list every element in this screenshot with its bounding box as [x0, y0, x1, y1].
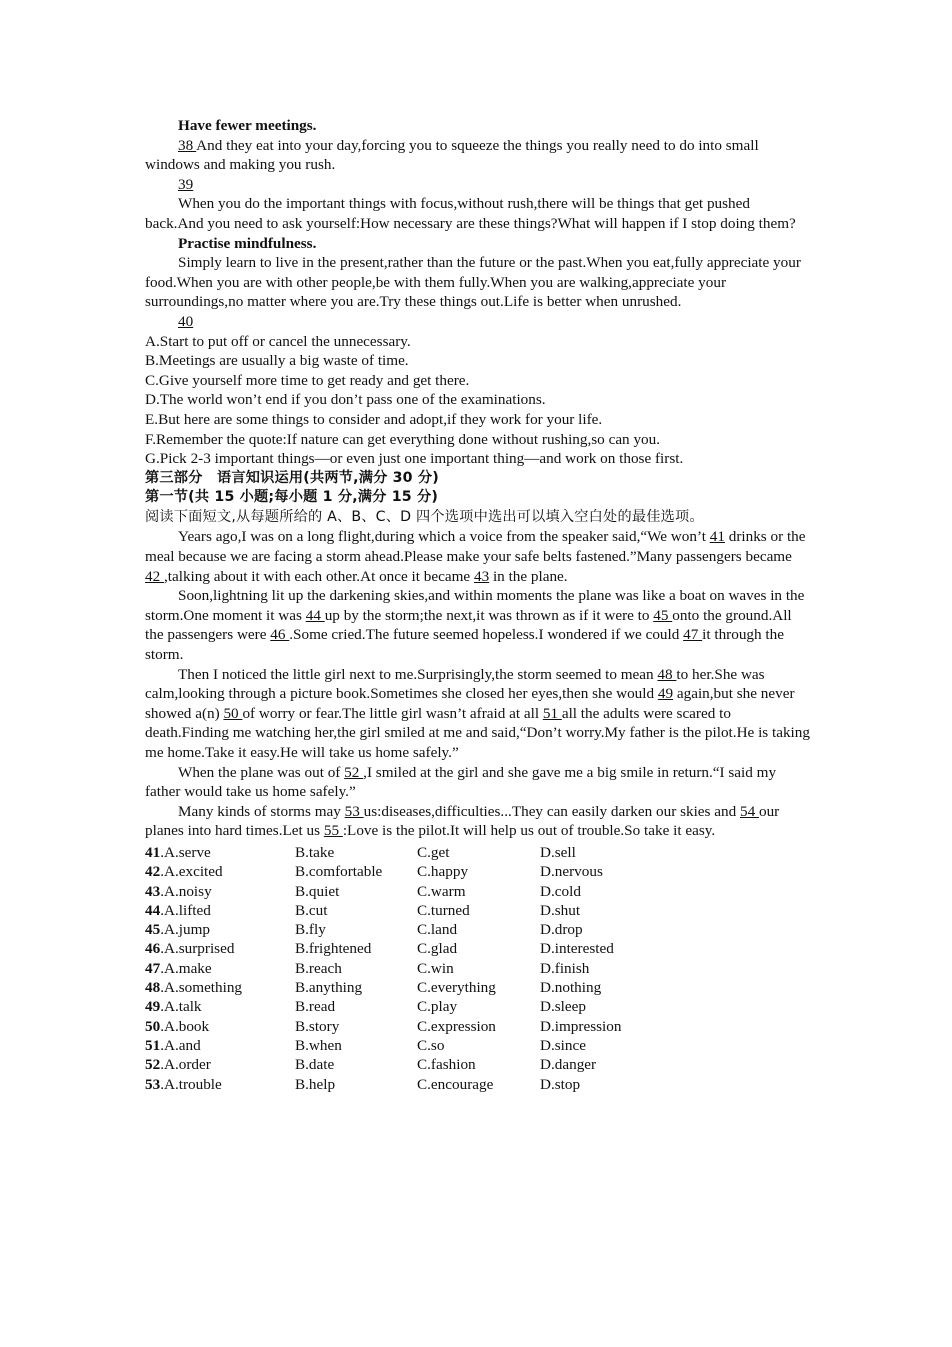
blank-53: 53 [344, 802, 364, 820]
cloze-paragraph-4 [145, 763, 810, 802]
option-c: C.warm [417, 882, 466, 900]
option-b: B.when [295, 1036, 342, 1054]
question-row [145, 978, 810, 997]
option-b: B.frightened [295, 940, 372, 958]
question-number: 46 [145, 940, 161, 958]
option-c: C.encourage [417, 1075, 494, 1093]
blank-50: 50 [223, 704, 243, 722]
option-a: 44.A.lifted [145, 901, 211, 919]
cloze-text: :Love is the pilot.It will help us out of trouble.So take it easy. [342, 822, 716, 840]
option-b: B.take [295, 843, 335, 861]
cloze-text: ,talking about it with each other.At once it became [163, 567, 474, 585]
cloze-paragraph-1 [145, 527, 810, 586]
option-d: D.sell [540, 843, 576, 861]
option-a: 52.A.order [145, 1056, 211, 1074]
option-c: C.expression [417, 1017, 496, 1035]
question-row [145, 1055, 810, 1074]
blank-44: 44 [305, 606, 325, 624]
option-c: C.glad [417, 940, 458, 958]
cloze-text: of worry or fear.The little girl wasn’t afraid at all [242, 704, 543, 722]
heading-mindfulness: Practise mindfulness. [178, 234, 317, 252]
option-b: B.anything [295, 979, 363, 997]
option-c: C.happy [417, 863, 469, 881]
option-a: 47.A.make [145, 959, 212, 977]
cloze-text: again,but she never showed a(n) [145, 685, 795, 722]
option-d: D.finish [540, 959, 590, 977]
paragraph-40-blank [145, 312, 810, 332]
blank-42: 42 [145, 567, 164, 585]
blank-47: 47 [683, 626, 703, 644]
option-b: B.comfortable [295, 863, 383, 881]
paragraph-38-text: And they eat into your day,forcing you to squeeze the things you really need to do into small windows and making you rush. [145, 136, 759, 174]
option-d: D.danger [540, 1056, 597, 1074]
question-number: 44 [145, 901, 161, 919]
cloze-text: up by the storm;the next,it was thrown as if it were to [324, 606, 654, 624]
instruction: 阅读下面短文,从每题所给的 A、B、C、D 四个选项中选出可以填入空白处的最佳选项。 [145, 508, 704, 525]
cloze-text: our planes into hard times.Let us [145, 802, 780, 840]
option-b: B.date [295, 1056, 335, 1074]
blank-48: 48 [657, 665, 677, 683]
section1-title: 第一节(共 15 小题;每小题 1 分,满分 15 分) [145, 489, 439, 506]
cloze-paragraph-5 [145, 802, 810, 841]
option-d: D.since [540, 1036, 586, 1054]
option-b: B.reach [295, 959, 342, 977]
question-row [145, 862, 810, 881]
option-c: C.land [417, 921, 458, 939]
question-row [145, 920, 810, 939]
blank-46: 46 [270, 626, 290, 644]
question-number: 41 [145, 843, 161, 861]
cloze-text: all the adults were scared to death.Finding me watching her,the girl smiled at me and said,“Don’t worry.My father is the pilot.He is taking me home.Take it easy.He will take us home safely.” [145, 704, 810, 761]
cloze-text: us:diseases,difficulties...They can easily darken our skies and [363, 802, 740, 820]
question-number: 49 [145, 998, 161, 1016]
blank-38: 38 [178, 136, 197, 154]
option-c: C.so [417, 1036, 445, 1054]
part3-title: 第三部分 语言知识运用(共两节,满分 30 分) [145, 469, 439, 486]
option-a: 48.A.something [145, 979, 243, 997]
cloze-text: When the plane was out of [178, 763, 345, 781]
cloze-text: Years ago,I was on a long flight,during which a voice from the speaker said,“We won’t [178, 528, 710, 546]
question-number: 48 [145, 979, 161, 997]
option-b: B.help [295, 1075, 336, 1093]
blank-39: 39 [178, 175, 194, 193]
cloze-text: it through the storm. [145, 626, 784, 664]
question-row [145, 882, 810, 901]
exam-page [145, 116, 810, 1094]
heading-fewer-meetings: Have fewer meetings. [178, 117, 317, 134]
option-a: 41.A.serve [145, 843, 211, 861]
options-list [145, 332, 810, 469]
question-row [145, 901, 810, 920]
option-a: A.Start to put off or cancel the unnecessary. [145, 332, 411, 350]
paragraph-38 [145, 136, 810, 175]
option-a: 42.A.excited [145, 863, 223, 881]
question-number: 51 [145, 1036, 161, 1054]
cloze-text: Many kinds of storms may [178, 802, 345, 820]
option-a: 45.A.jump [145, 921, 210, 939]
question-row [145, 843, 810, 862]
question-row [145, 997, 810, 1016]
question-number: 52 [145, 1056, 161, 1074]
cloze-text: Soon,lightning lit up the darkening skies,and within moments the plane was like a boat on waves in the storm.One moment it was [145, 587, 805, 624]
question-row [145, 959, 810, 978]
question-number: 43 [145, 882, 161, 900]
option-b: B.story [295, 1017, 340, 1035]
option-d: D.impression [540, 1017, 622, 1035]
cloze-text: in the plane. [489, 567, 568, 585]
paragraph-39-blank [145, 175, 810, 195]
cloze-text: drinks or the meal because we are facing a storm ahead.Please make your safe belts fastened.”Many passengers became [145, 528, 806, 566]
question-number: 50 [145, 1017, 161, 1035]
option-d: D.interested [540, 940, 614, 958]
option-c: C.turned [417, 901, 470, 919]
option-a: 50.A.book [145, 1017, 210, 1035]
question-number: 42 [145, 863, 161, 881]
option-b: B.cut [295, 901, 328, 919]
cloze-text: onto the ground.All the passengers were [145, 606, 792, 644]
blank-41: 41 [709, 528, 725, 546]
option-d: D.stop [540, 1075, 581, 1093]
question-options [145, 843, 810, 1094]
option-b: B.fly [295, 921, 326, 939]
blank-43: 43 [473, 567, 490, 585]
option-d: D.sleep [540, 998, 586, 1016]
cloze-paragraph-2 [145, 586, 810, 664]
option-c: C.Give yourself more time to get ready and get there. [145, 371, 470, 389]
question-number: 53 [145, 1075, 161, 1093]
option-d: D.nervous [540, 863, 603, 881]
option-c: C.everything [417, 979, 496, 997]
option-c: C.get [417, 843, 450, 861]
blank-55: 55 [323, 822, 343, 840]
cloze-text: to her.She was calm,looking through a picture book.Sometimes she closed her eyes,then she would [145, 665, 765, 703]
blank-49: 49 [657, 685, 674, 703]
question-number: 47 [145, 959, 161, 977]
question-row [145, 1075, 810, 1094]
option-b: B.read [295, 998, 336, 1016]
option-d: D.nothing [540, 979, 602, 997]
paragraph-39: When you do the important things with focus,without rush,there will be things that get pushed back.And you need to ask yourself:How necessary are these things?What will happen if I stop doing them? [145, 195, 796, 232]
option-a: 51.A.and [145, 1036, 201, 1054]
option-b: B.Meetings are usually a big waste of time. [145, 352, 409, 370]
blank-54: 54 [739, 802, 759, 820]
cloze-text: ,I smiled at the girl and she gave me a big smile in return.“I said my father would take us home safely.” [145, 763, 777, 801]
cloze-text: .Some cried.The future seemed hopeless.I wondered if we could [289, 626, 684, 644]
option-g: G.Pick 2-3 important things—or even just one important thing—and work on those first. [145, 450, 684, 468]
option-a: 43.A.noisy [145, 882, 212, 900]
option-c: C.fashion [417, 1056, 476, 1074]
option-f: F.Remember the quote:If nature can get everything done without rushing,so can you. [145, 430, 661, 448]
option-d: D.The world won’t end if you don’t pass one of the examinations. [145, 391, 546, 409]
question-row [145, 939, 810, 958]
option-e: E.But here are some things to consider and adopt,if they work for your life. [145, 410, 603, 428]
option-d: D.drop [540, 921, 583, 939]
option-a: 46.A.surprised [145, 940, 235, 958]
paragraph-mindfulness: Simply learn to live in the present,rather than the future or the past.When you eat,fully appreciate your food.When you are with other people,be with them fully.When you are walking,appreciate your surroundings,no matter where you are.Try these things out.Life is better when unrushed. [145, 254, 801, 311]
option-a: 49.A.talk [145, 998, 202, 1016]
option-a: 53.A.trouble [145, 1075, 222, 1093]
cloze-text: Then I noticed the little girl next to me.Surprisingly,the storm seemed to mean [178, 665, 658, 683]
option-d: D.shut [540, 901, 581, 919]
option-d: D.cold [540, 882, 581, 900]
cloze-paragraph-3 [145, 665, 810, 763]
question-row [145, 1017, 810, 1036]
option-c: C.play [417, 998, 458, 1016]
option-c: C.win [417, 959, 454, 977]
blank-40: 40 [178, 312, 194, 330]
blank-45: 45 [653, 606, 673, 624]
blank-52: 52 [344, 763, 364, 781]
question-row [145, 1036, 810, 1055]
blank-51: 51 [542, 704, 562, 722]
option-b: B.quiet [295, 882, 340, 900]
question-number: 45 [145, 921, 161, 939]
